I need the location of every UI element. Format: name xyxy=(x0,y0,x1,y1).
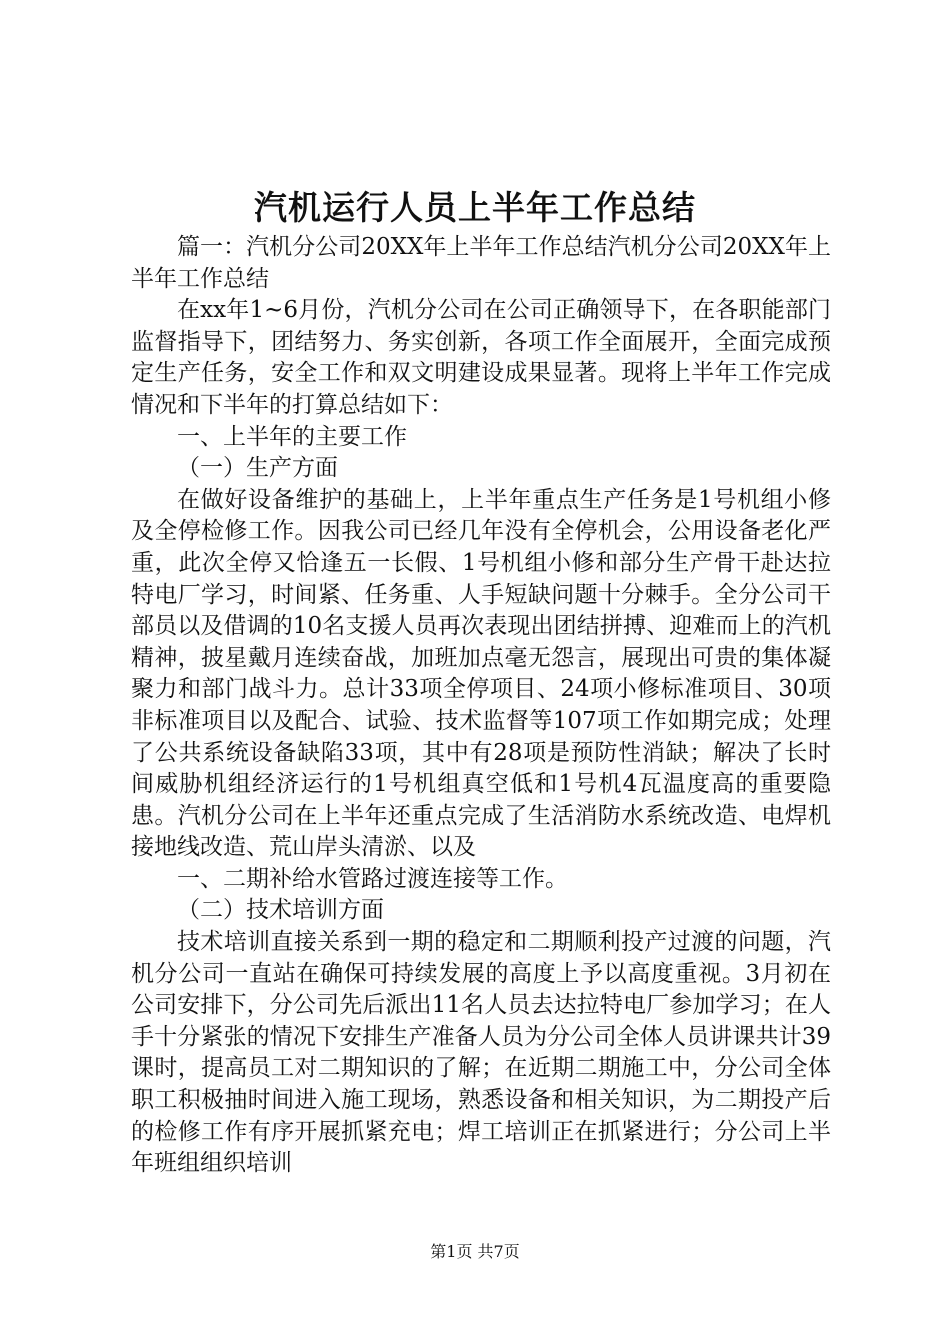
document-body xyxy=(131,232,831,1180)
page-footer: 第1页 共7页 xyxy=(430,1242,520,1261)
section-heading-main-work: 一、上半年的主要工作 xyxy=(177,423,407,450)
paragraph-training: 技术培训直接关系到一期的稳定和二期顺利投产过渡的问题，汽机分公司一直站在确保可持续发展的高度上予以高度重视。3月初在公司安排下，分公司先后派出11名人员去达拉特电厂参加学习；在人手十分紧张的情况下安排生产准备人员为分公司全体人员讲课共计39课时，提高员工对二期知识的了解；在近期二期施工中，分公司全体职工积极抽时间进入施工现场，熟悉设备和相关知识，为二期投产后的检修工作有序开展抓紧充电；焊工培训正在抓紧进行；分公司上半年班组组织培训 xyxy=(131,929,831,1177)
paragraph-overview: 在xx年1~6月份，汽机分公司在公司正确领导下，在各职能部门监督指导下，团结努力、务实创新，各项工作全面展开，全面完成预定生产任务，安全工作和双文明建设成果显著。现将上半年工作完成情况和下半年的打算总结如下： xyxy=(131,297,831,418)
paragraph-production-continued: 一、二期补给水管路过渡连接等工作。 xyxy=(177,865,568,892)
document-title: 汽机运行人员上半年工作总结 xyxy=(254,188,696,227)
subsection-heading-training: （二）技术培训方面 xyxy=(177,897,384,924)
subsection-heading-production: （一）生产方面 xyxy=(177,455,338,482)
paragraph-production: 在做好设备维护的基础上，上半年重点生产任务是1号机组小修及全停检修工作。因我公司已经几年没有全停机会，公用设备老化严重，此次全停又恰逢五一长假、1号机组小修和部分生产骨干赴达拉特电厂学习，时间紧、任务重、人手短缺问题十分棘手。全分公司干部员以及借调的10名支援人员再次表现出团结拼搏、迎难而上的汽机精神，披星戴月连续奋战，加班加点毫无怨言，展现出可贵的集体凝聚力和部门战斗力。总计33项全停项目、24项小修标准项目、30项非标准项目以及配合、试验、技术监督等107项工作如期完成；处理了公共系统设备缺陷33项，其中有28项是预防性消缺；解决了长时间威胁机组经济运行的1号机组真空低和1号机4瓦温度高的重要隐患。汽机分公司在上半年还重点完成了生活消防水系统改造、电焊机接地线改造、荒山岸头清淤、以及 xyxy=(131,486,831,861)
paragraph-intro: 篇一：汽机分公司20XX年上半年工作总结汽机分公司20XX年上半年工作总结 xyxy=(131,234,831,292)
